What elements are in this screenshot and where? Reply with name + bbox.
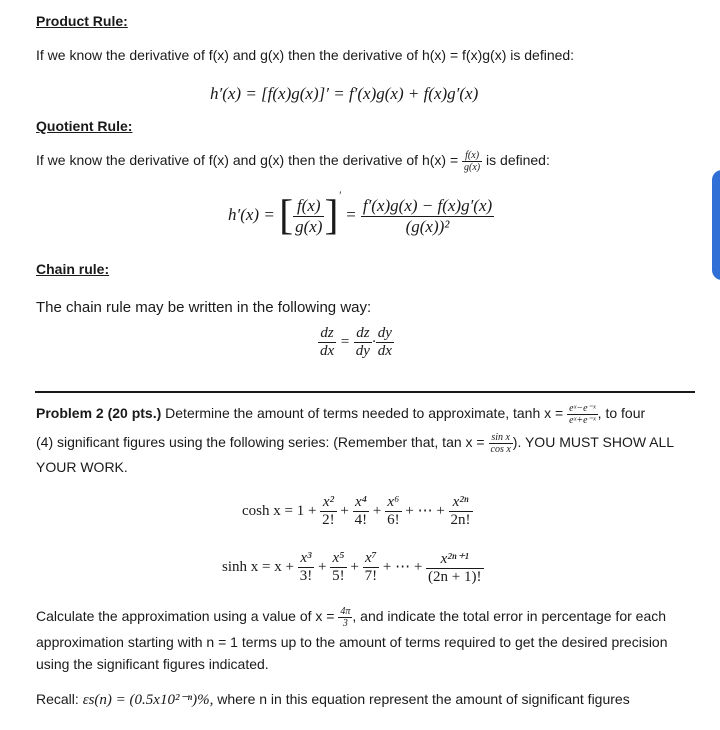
- sinh-term-1: [298, 550, 315, 585]
- right-bracket: ]: [324, 193, 339, 239]
- problem-line-3: YOUR WORK.: [36, 459, 128, 475]
- chain-dz2: dz: [354, 325, 372, 343]
- chain-dy: dy: [355, 343, 370, 359]
- chain-eq: =: [339, 333, 351, 350]
- chain-frac-dydx: [376, 325, 394, 360]
- sinh-t2-num: x⁵: [330, 550, 347, 568]
- chain-rule-formula: [318, 325, 394, 360]
- quotient-bracket-num: f(x): [293, 196, 324, 217]
- cosh-plus-2: +: [372, 502, 382, 519]
- quotient-bracket-den: g(x): [295, 216, 323, 236]
- chain-dx: dx: [320, 343, 335, 359]
- sinh-plus-1: +: [317, 558, 327, 575]
- sinh-tn-den: (2n + 1)!: [428, 569, 482, 585]
- chain-dot: ·: [371, 333, 376, 350]
- problem-text-1: Determine the amount of terms needed to approximate, tanh x =: [165, 405, 564, 422]
- quotient-prime: ′: [338, 190, 341, 203]
- problem-line-2: [36, 432, 674, 455]
- quotient-intro-num: f(x): [462, 150, 482, 162]
- problem-text-2-end: ). YOU MUST SHOW ALL: [512, 434, 675, 451]
- sinh-t2-den: 5!: [332, 568, 345, 584]
- quotient-intro-den: g(x): [464, 162, 481, 173]
- cosh-t1-den: 2!: [322, 512, 335, 528]
- calc-line-3: using the significant figures indicated.: [36, 656, 269, 672]
- quotient-rhs-num: f′(x)g(x) − f(x)g′(x): [362, 195, 493, 215]
- tanh-den: eˣ+e⁻ˣ: [569, 415, 596, 426]
- section-divider: [35, 391, 695, 393]
- cosh-t2-den: 4!: [354, 512, 368, 528]
- cosh-term-1: [320, 494, 337, 529]
- problem-text-1-end: , to four: [597, 405, 646, 422]
- cosh-t3-num: x⁶: [385, 494, 402, 512]
- sinh-term-n: [426, 549, 483, 586]
- side-tab: [712, 170, 720, 280]
- problem-line-1: [36, 403, 645, 426]
- cosh-term-3: [385, 494, 402, 529]
- sinh-series: [222, 549, 484, 586]
- chain-rule-intro: The chain rule may be written in the following way:: [36, 299, 372, 316]
- quotient-eq: =: [345, 204, 357, 224]
- left-bracket: [: [279, 193, 294, 239]
- product-rule-intro: If we know the derivative of f(x) and g(x) then the derivative of h(x) = f(x)g(x) is defined:: [36, 47, 575, 63]
- problem-text-2: (4) significant figures using the following series: (Remember that, tan x =: [36, 434, 485, 451]
- quotient-rule-heading: Quotient Rule:: [36, 118, 133, 134]
- quotient-lhs: h′(x) =: [228, 204, 275, 224]
- cosh-t2-num: x⁴: [353, 494, 370, 512]
- calc-text-1: Calculate the approximation using a value of x =: [36, 608, 335, 625]
- product-rule-heading: Product Rule:: [36, 13, 128, 29]
- chain-dy2: dy: [377, 325, 392, 341]
- quotient-intro-fraction: [462, 150, 482, 173]
- x-value-num: 4π: [340, 606, 351, 617]
- sinh-plus-2: +: [350, 558, 359, 575]
- cosh-plus-1: +: [340, 502, 349, 519]
- cosh-tn-num: x²ⁿ: [449, 494, 473, 512]
- sinh-tn-num: x²ⁿ⁺¹: [426, 549, 483, 569]
- cosh-tn-den: 2n!: [450, 512, 471, 528]
- tan-num: sin x: [489, 432, 513, 444]
- chain-frac-dzdx: [318, 325, 336, 360]
- quotient-rule-intro: [36, 150, 550, 173]
- sinh-term-3: [363, 550, 380, 585]
- cosh-t3-den: 6!: [387, 512, 400, 528]
- cosh-lhs: cosh x = 1 +: [242, 502, 317, 519]
- calc-line-2: approximation starting with n = 1 terms up to the amount of terms required to get the desired precision: [36, 634, 668, 650]
- calc-text-1-end: , and indicate the total error in percentage for each: [352, 608, 667, 625]
- cosh-term-2: [353, 494, 370, 529]
- sinh-t1-num: x³: [298, 550, 315, 568]
- chain-frac-dzdy: [354, 325, 372, 360]
- sinh-lhs: sinh x = x +: [222, 558, 294, 575]
- cosh-t1-num: x²: [320, 494, 337, 512]
- recall-line: [36, 690, 630, 709]
- quotient-intro-end: is defined:: [486, 152, 550, 169]
- sinh-t1-den: 3!: [299, 568, 313, 584]
- tanh-num: eˣ−e⁻ˣ: [569, 403, 596, 414]
- quotient-intro-text: If we know the derivative of f(x) and g(x) then the derivative of h(x) =: [36, 152, 459, 169]
- sinh-t3-num: x⁷: [363, 550, 380, 568]
- cosh-term-n: [449, 494, 473, 529]
- quotient-rhs-fraction: [361, 196, 494, 237]
- recall-label: Recall:: [36, 691, 79, 707]
- tan-fraction: [489, 432, 513, 455]
- sinh-t3-den: 7!: [364, 568, 378, 584]
- x-value-fraction: [338, 606, 352, 629]
- cosh-dots: + ⋯ +: [405, 502, 445, 519]
- calc-line-1: [36, 606, 666, 629]
- problem-label: Problem 2 (20 pts.): [36, 405, 162, 422]
- cosh-series: [242, 494, 473, 529]
- chain-dx2: dx: [377, 343, 392, 359]
- tan-den: cos x: [490, 444, 511, 455]
- product-rule-formula: h′(x) = [f(x)g(x)]′ = f′(x)g(x) + f(x)g′(x): [210, 84, 479, 103]
- chain-rule-heading: Chain rule:: [36, 261, 110, 277]
- chain-dz: dz: [318, 325, 336, 343]
- quotient-rhs-den: (g(x))²: [405, 216, 450, 236]
- quotient-bracket-fraction: [293, 196, 324, 237]
- x-value-den: 3: [342, 618, 348, 629]
- sinh-dots: + ⋯ +: [382, 558, 423, 575]
- recall-rest: where n in this equation represent the amount of significant figures: [217, 691, 630, 707]
- tanh-fraction: [567, 403, 598, 426]
- recall-formula: εs(n) = (0.5x10²⁻ⁿ)%,: [82, 692, 214, 708]
- sinh-term-2: [330, 550, 347, 585]
- quotient-rule-formula: [228, 190, 494, 239]
